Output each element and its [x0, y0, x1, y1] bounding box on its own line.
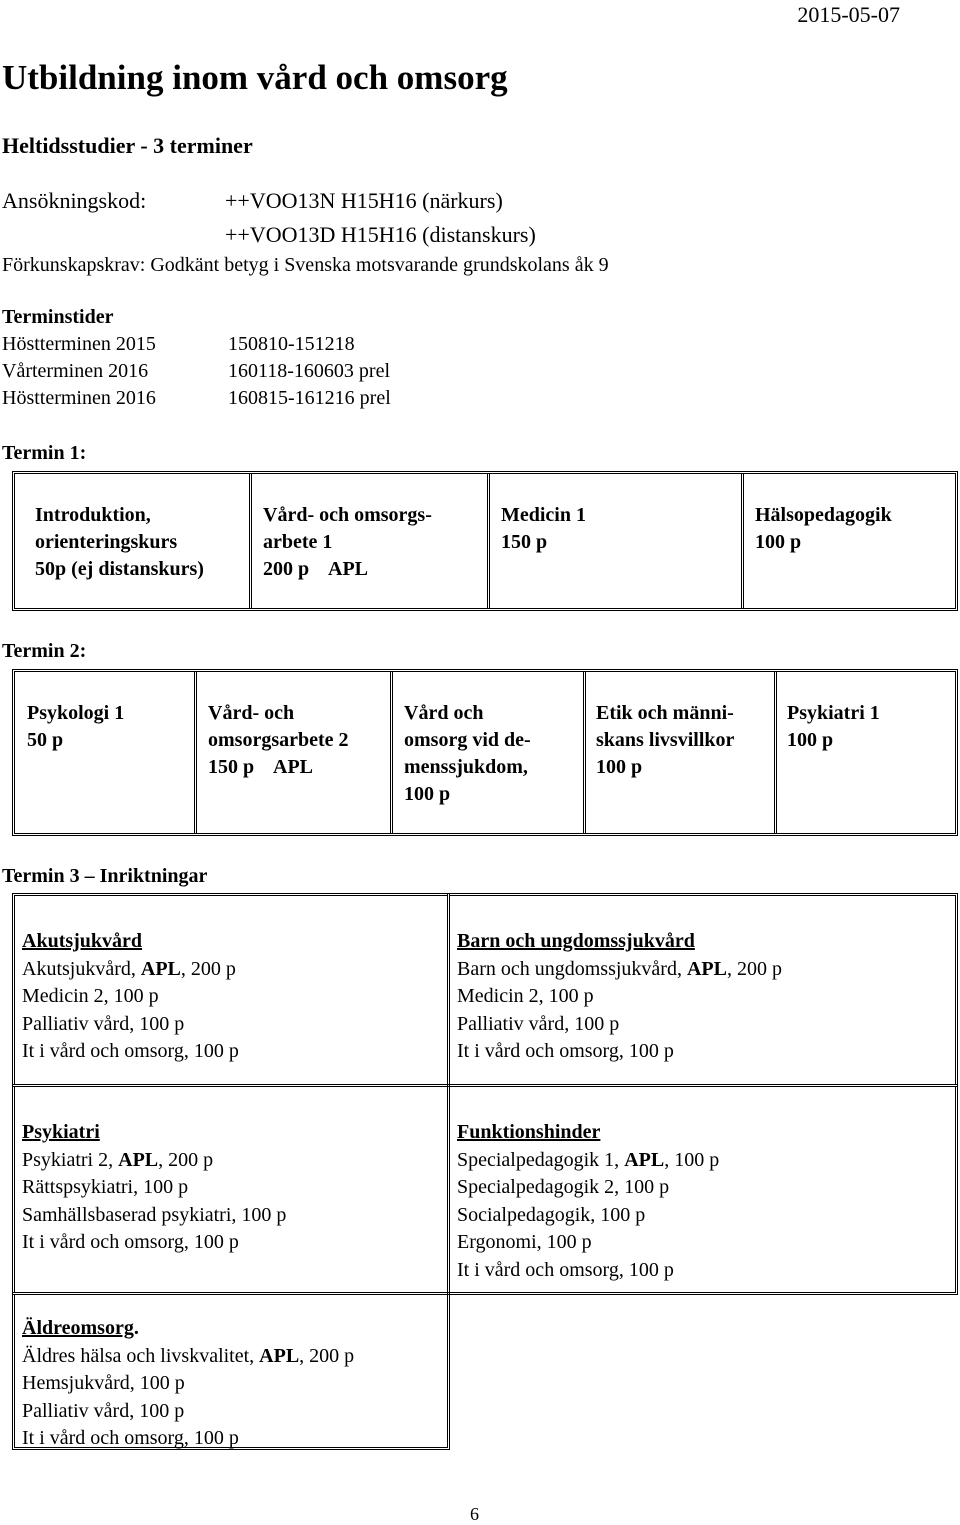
- termin-1-table: [12, 471, 958, 611]
- termin-1-heading: Termin 1:: [2, 442, 87, 464]
- course-cell: [15, 474, 252, 608]
- termin-2-table: [12, 669, 958, 836]
- specialization-aldreomsorg: [12, 1292, 450, 1450]
- specialization-course: Socialpedagogik, 100 p: [457, 1203, 646, 1226]
- specialization-course: Palliativ vård, 100 p: [22, 1012, 185, 1035]
- specialization-course: Specialpedagogik 1, APL, 100 p: [457, 1148, 720, 1171]
- course-text: Hälsopedagogik: [755, 504, 892, 526]
- specialization-course: Akutsjukvård, APL, 200 p: [22, 957, 236, 980]
- course-text: 50 p: [27, 729, 64, 751]
- course-text: 150 p APL: [208, 756, 314, 778]
- course-text: 100 p: [404, 783, 451, 805]
- course-cell: [252, 474, 490, 608]
- specialization-course: Barn och ungdomssjukvård, APL, 200 p: [457, 957, 782, 980]
- specialization-course: Palliativ vård, 100 p: [457, 1012, 620, 1035]
- specialization-course: It i vård och omsorg, 100 p: [22, 1427, 239, 1449]
- course-cell: [197, 672, 393, 833]
- specialization-akutsjukvard: [12, 893, 450, 1087]
- specialization-course: It i vård och omsorg, 100 p: [22, 1040, 239, 1062]
- course-text: Medicin 1: [501, 504, 586, 526]
- specialization-psykiatri: [12, 1084, 450, 1295]
- page-number: 6: [470, 1504, 479, 1524]
- page-subtitle: Heltidsstudier - 3 terminer: [2, 133, 253, 158]
- course-text: arbete 1: [263, 531, 333, 553]
- page-title: Utbildning inom vård och omsorg: [2, 58, 508, 97]
- specialization-course: It i vård och omsorg, 100 p: [457, 1040, 674, 1062]
- course-text: 150 p: [501, 531, 548, 553]
- course-text: Psykologi 1: [27, 702, 125, 724]
- course-text: skans livsvillkor: [596, 729, 735, 751]
- termin-2-heading: Termin 2:: [2, 640, 87, 662]
- specialization-course: Medicin 2, 100 p: [22, 985, 159, 1007]
- specialization-course: It i vård och omsorg, 100 p: [457, 1258, 674, 1281]
- application-code-campus: ++VOO13N H15H16 (närkurs): [225, 188, 503, 213]
- course-text: orienteringskurs: [35, 531, 178, 553]
- specialization-title: Barn och ungdomssjukvård: [457, 930, 695, 952]
- specialization-title: Akutsjukvård: [22, 930, 143, 952]
- specialization-course: Specialpedagogik 2, 100 p: [457, 1176, 670, 1198]
- term-dates: 150810-151218: [228, 333, 355, 355]
- specialization-title: Äldreomsorg: [22, 1317, 134, 1339]
- specialization-title: Funktionshinder: [457, 1121, 601, 1143]
- term-name: Höstterminen 2015: [2, 333, 156, 355]
- course-text: omsorgsarbete 2: [208, 729, 349, 751]
- course-cell: [777, 672, 955, 833]
- course-cell: [744, 474, 955, 608]
- specialization-course: Medicin 2, 100 p: [457, 985, 594, 1007]
- course-text: Etik och männi-: [596, 702, 734, 724]
- course-cell: [15, 672, 197, 833]
- specialization-course: Rättspsykiatri, 100 p: [22, 1176, 189, 1198]
- course-text: 100 p: [755, 531, 802, 553]
- term-name: Vårterminen 2016: [2, 360, 149, 382]
- specialization-course: Psykiatri 2, APL, 200 p: [22, 1148, 214, 1171]
- specialization-barn-ungdom: [447, 893, 958, 1087]
- course-cell: [490, 474, 744, 608]
- specialization-course: Hemsjukvård, 100 p: [22, 1372, 185, 1394]
- course-text: Vård och: [404, 702, 484, 724]
- course-cell: [586, 672, 777, 833]
- course-text: menssjukdom,: [404, 756, 528, 778]
- term-dates: 160815-161216 prel: [228, 387, 391, 409]
- application-code-distance: ++VOO13D H15H16 (distanskurs): [225, 222, 536, 247]
- specialization-course: Ergonomi, 100 p: [457, 1231, 592, 1253]
- prerequisites: Förkunskapskrav: Godkänt betyg i Svenska motsvarande grundskolans åk 9: [2, 254, 609, 276]
- course-text: Introduktion,: [35, 504, 151, 526]
- specialization-funktionshinder: [447, 1084, 958, 1295]
- specialization-title: Psykiatri: [22, 1121, 100, 1143]
- specialization-course: Samhällsbaserad psykiatri, 100 p: [22, 1203, 287, 1226]
- application-code-label: Ansökningskod:: [2, 188, 147, 213]
- specialization-title-row: Äldreomsorg.: [22, 1317, 139, 1339]
- termin-3-heading: Termin 3 – Inriktningar: [2, 865, 208, 887]
- course-text: 50p (ej distanskurs): [35, 558, 204, 580]
- specialization-course: Äldres hälsa och livskvalitet, APL, 200 p: [22, 1344, 355, 1367]
- term-dates-heading: Terminstider: [2, 306, 114, 328]
- course-cell: [393, 672, 586, 833]
- document-date: 2015-05-07: [797, 2, 900, 27]
- course-text: 200 p APL: [263, 558, 369, 580]
- course-text: 100 p: [596, 756, 643, 778]
- specialization-course: It i vård och omsorg, 100 p: [22, 1231, 239, 1253]
- course-text: Psykiatri 1: [787, 702, 880, 724]
- specialization-course: Palliativ vård, 100 p: [22, 1399, 185, 1422]
- term-name: Höstterminen 2016: [2, 387, 156, 409]
- course-text: 100 p: [787, 729, 834, 751]
- course-text: omsorg vid de-: [404, 729, 531, 751]
- course-text: Vård- och omsorgs-: [263, 504, 432, 526]
- term-dates: 160118-160603 prel: [228, 360, 391, 382]
- course-text: Vård- och: [208, 702, 295, 724]
